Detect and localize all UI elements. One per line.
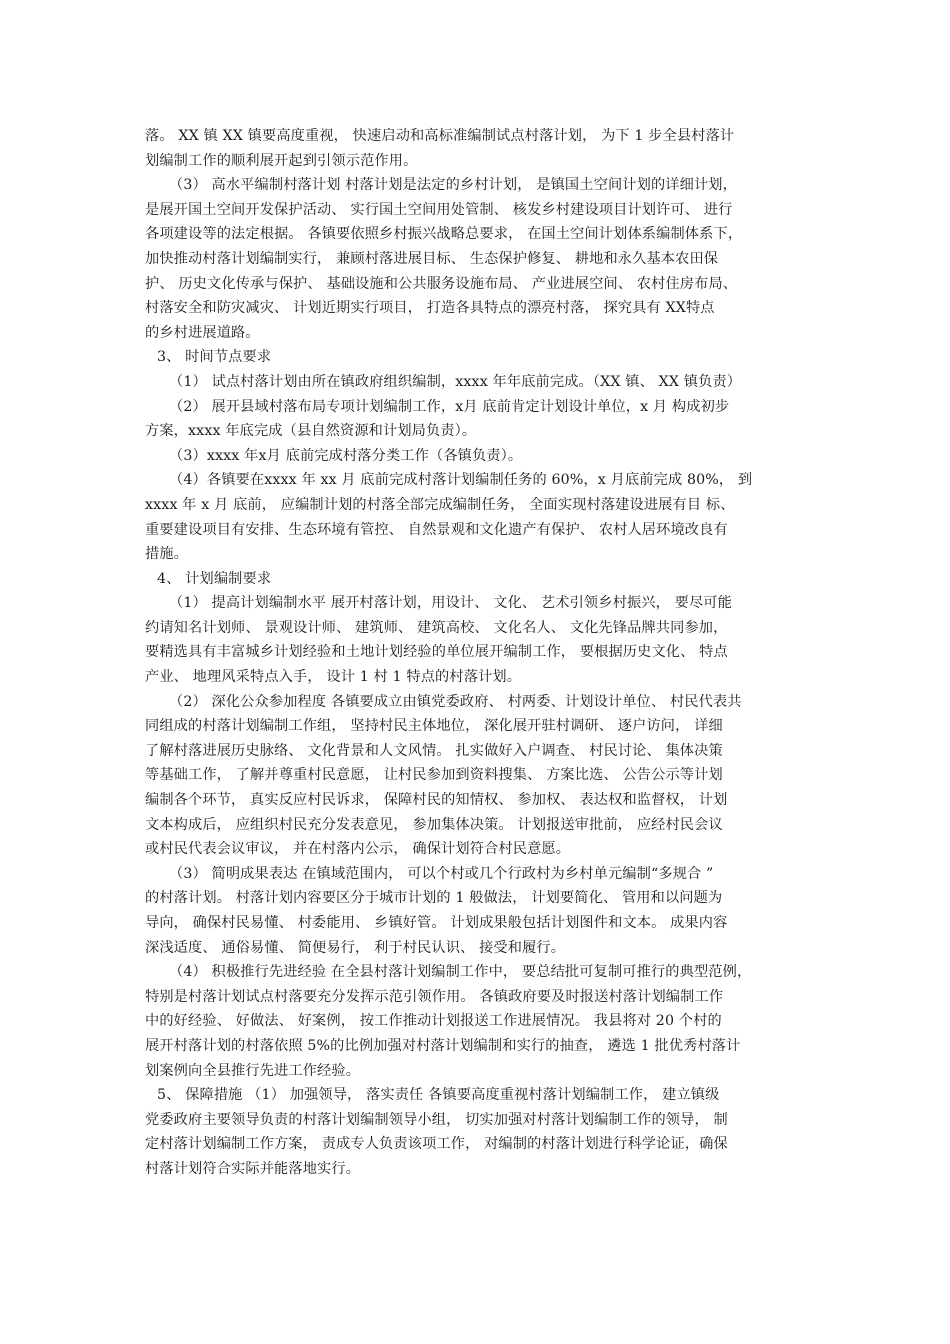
text-line: 了解村落进展历史脉络、 文化背景和人文风情。 扎实做好入户调查、 村民讨论、 集体决策 bbox=[145, 742, 723, 759]
text-line: 文本构成后， 应组织村民充分发表意见， 参加集体决策。 计划报送审批前， 应经村民会议 bbox=[145, 816, 723, 833]
text-line: 党委政府主要领导负责的村落计划编制领导小组， 切实加强对村落计划编制工作的领导， 制 bbox=[145, 1111, 728, 1128]
text-line: 编制各个环节， 真实反应村民诉求， 保障村民的知情权、 参加权、 表达权和监督权， 计划 bbox=[145, 792, 728, 809]
text-line: 落。 XX 镇 XX 镇要高度重视， 快速启动和高标准编制试点村落计划， 为下 1 步全县村落计 bbox=[145, 128, 735, 144]
text-line: 要精选具有丰富城乡计划经验和土地计划经验的单位展开编制工作， 要根据历史文化、 特点 bbox=[145, 644, 728, 661]
text-line: 深浅适度、 通俗易懂、 简便易行， 利于村民认识、 接受和履行。 bbox=[145, 939, 566, 956]
text-line: 划编制工作的顺利展开起到引领示范作用。 bbox=[145, 152, 418, 169]
document-body bbox=[145, 124, 810, 1182]
text-line: （1） 提高计划编制水平 展开村落计划，用设计、 文化、 艺术引领乡村振兴， 要尽可能 bbox=[169, 595, 732, 612]
text-line: 展开村落计划的村落依照 5%的比例加强对村落计划编制和实行的抽查， 遴选 1 批优秀村落计 bbox=[145, 1037, 741, 1054]
text-line: 产业、 地理风采特点入手， 设计 1 村 1 特点的村落计划。 bbox=[145, 669, 522, 686]
text-line: 方案，xxxx 年底完成（县自然资源和计划局负责）。 bbox=[145, 423, 477, 440]
text-line: 的村落计划。 村落计划内容要区分于城市计划的 1 般做法， 计划要简化、 管用和以问题为 bbox=[145, 890, 723, 907]
text-line: xxxx 年 x 月 底前， 应编制计划的村落全部完成编制任务， 全面实现村落建设进展有目 标、 bbox=[145, 496, 735, 513]
text-line: 各项建设等的法定根据。 各镇要依照乡村振兴战略总要求， 在国土空间计划体系编制体系下， bbox=[145, 226, 743, 243]
text-line: 护、 历史文化传承与保护、 基础设施和公共服务设施布局、 产业进展空间、 农村住房布局、 bbox=[145, 275, 738, 292]
text-line: 划案例向全县推行先进工作经验。 bbox=[145, 1062, 361, 1079]
text-line: （3） 高水平编制村落计划 村落计划是法定的乡村计划， 是镇国土空间计划的详细计划， bbox=[169, 177, 737, 194]
text-line: 3、 时间节点要求 bbox=[157, 349, 272, 366]
text-line: 4、 计划编制要求 bbox=[157, 570, 272, 587]
text-line: 加快推动村落计划编制实行， 兼顾村落进展目标、 生态保护修复、 耕地和永久基本农田保 bbox=[145, 250, 719, 267]
text-line: 特别是村落计划试点村落要充分发挥示范引领作用。 各镇政府要及时报送村落计划编制工作 bbox=[145, 988, 724, 1005]
text-line: 或村民代表会议审议， 并在村落内公示， 确保计划符合村民意愿。 bbox=[145, 841, 571, 858]
text-line: 中的好经验、 好做法、 好案例， 按工作推动计划报送工作进展情况。 我县将对 20 个村的 bbox=[145, 1013, 722, 1030]
text-line: （2） 深化公众参加程度 各镇要成立由镇党委政府、 村两委、计划设计单位、 村民代表共 bbox=[169, 693, 742, 710]
text-line: 重要建设项目有安排、生态环境有管控、 自然景观和文化遗产有保护、 农村人居环境改良有 bbox=[145, 521, 728, 538]
text-line: 约请知名计划师、 景观设计师、 建筑师、 建筑高校、 文化名人、 文化先锋品牌共同参加， bbox=[145, 619, 728, 636]
text-line: （2） 展开县域村落布局专项计划编制工作，x月 底前肯定计划设计单位，x 月 构成初步 bbox=[169, 398, 730, 415]
text-line: 的乡村进展道路。 bbox=[145, 324, 260, 341]
text-line: 措施。 bbox=[145, 546, 189, 563]
text-line: 是展开国土空间开发保护活动、 实行国土空间用处管制、 核发乡村建设项目计划许可、 进行 bbox=[145, 201, 733, 218]
text-line: （3）xxxx 年x月 底前完成村落分类工作（各镇负责）。 bbox=[169, 447, 523, 464]
text-line: （1） 试点村落计划由所在镇政府组织编制，xxxx 年年底前完成。（XX 镇、 XX 镇负责） bbox=[169, 373, 742, 390]
text-line: 村落安全和防灾减灾、 计划近期实行项目， 打造各具特点的漂亮村落， 探究具有 XX特点 bbox=[145, 300, 715, 317]
text-line: 5、 保障措施 （1） 加强领导， 落实责任 各镇要高度重视村落计划编制工作， 建立镇级 bbox=[157, 1087, 720, 1104]
text-line: 导向， 确保村民易懂、 村委能用、 乡镇好管。 计划成果般包括计划图件和文本。 成果内容 bbox=[145, 915, 728, 931]
text-line: 村落计划符合实际并能落地实行。 bbox=[145, 1160, 361, 1177]
text-line: （4） 积极推行先进经验 在全县村落计划编制工作中， 要总结批可复制可推行的典型范例， bbox=[169, 964, 752, 981]
text-line: 等基础工作， 了解并尊重村民意愿， 让村民参加到资料搜集、 方案比选、 公告公示等计划 bbox=[145, 767, 723, 784]
text-line: 同组成的村落计划编制工作组， 坚持村民主体地位， 深化展开驻村调研、 逐户访问， 详细 bbox=[145, 718, 723, 735]
text-line: （3） 简明成果表达 在镇域范围内， 可以个村或几个行政村为乡村单元编制“多规合 ” bbox=[169, 865, 714, 882]
text-line: 定村落计划编制工作方案， 责成专人负责该项工作， 对编制的村落计划进行科学论证，确保 bbox=[145, 1136, 728, 1153]
text-line: （4）各镇要在xxxx 年 xx 月 底前完成村落计划编制任务的 60%，x 月底前完成 80%， 到 bbox=[169, 472, 753, 489]
